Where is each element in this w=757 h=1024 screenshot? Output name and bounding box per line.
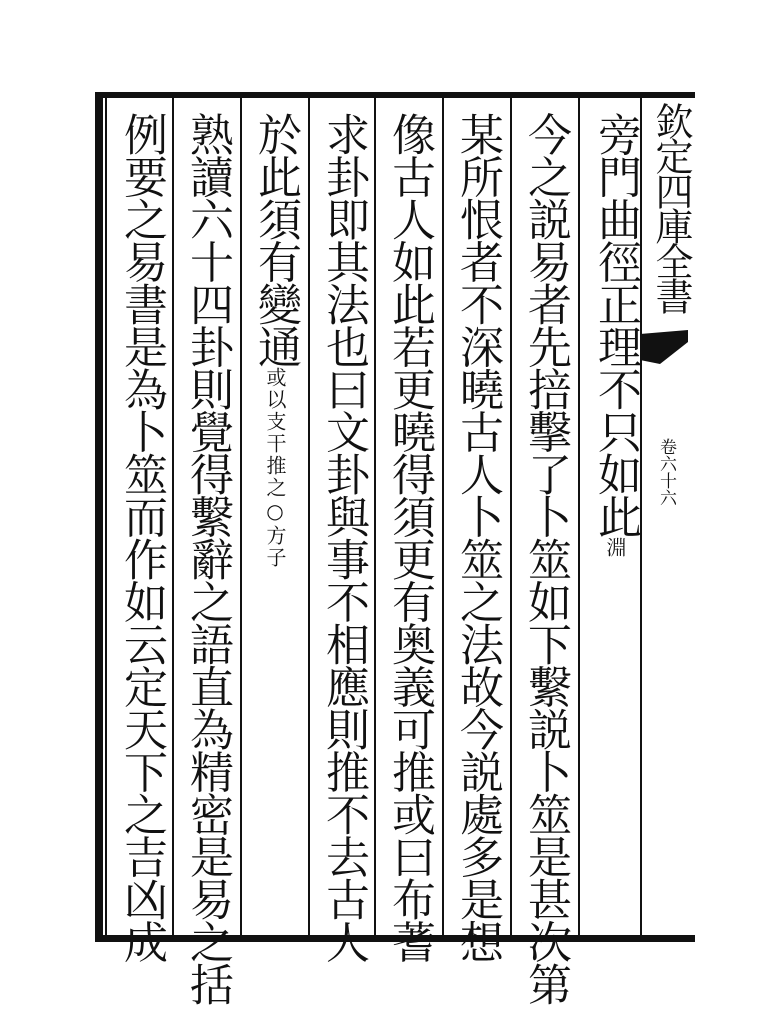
column-rule xyxy=(240,98,242,935)
column-rule xyxy=(172,98,174,935)
text-column xyxy=(116,112,166,962)
annotation: 或以支干推之○方子 xyxy=(263,367,287,569)
column-text: 今之説易者先掊擊了卜筮如下繫説卜筮是甚次第 xyxy=(520,112,571,1005)
column-rule xyxy=(442,98,444,935)
annotation: 淵 xyxy=(603,537,627,559)
column-text: 像古人如此若更曉得須更有奥義可推或曰布蓍 xyxy=(384,112,435,962)
text-column xyxy=(384,112,434,962)
text-column xyxy=(452,112,502,962)
column-rule xyxy=(308,98,310,935)
text-column xyxy=(520,112,570,1005)
column-text: 某所恨者不深曉古人卜筮之法故今説處多是想 xyxy=(452,112,503,962)
column-text: 旁門曲徑正理不只如此 xyxy=(590,112,641,537)
text-column xyxy=(318,112,368,962)
column-rule xyxy=(374,98,376,935)
text-column xyxy=(250,112,300,569)
book-title: 欽定四庫全書 xyxy=(649,102,693,312)
column-text: 例要之易書是為卜筮而作如云定天下之吉凶成 xyxy=(116,112,167,962)
column-rule xyxy=(105,98,107,935)
text-column xyxy=(182,112,232,1005)
column-text: 求卦即其法也曰文卦與事不相應則推不去古人 xyxy=(318,112,369,962)
column-text: 熟讀六十四卦則覺得繫辭之語直為精密是易之括 xyxy=(182,112,233,1005)
column-rule xyxy=(510,98,512,935)
text-column xyxy=(590,112,640,559)
page-spine xyxy=(640,98,693,935)
fish-tail-mark xyxy=(640,330,688,364)
column-rule xyxy=(578,98,580,935)
column-text: 於此須有變通 xyxy=(250,112,301,367)
volume-number: 卷六十六 xyxy=(656,438,676,506)
